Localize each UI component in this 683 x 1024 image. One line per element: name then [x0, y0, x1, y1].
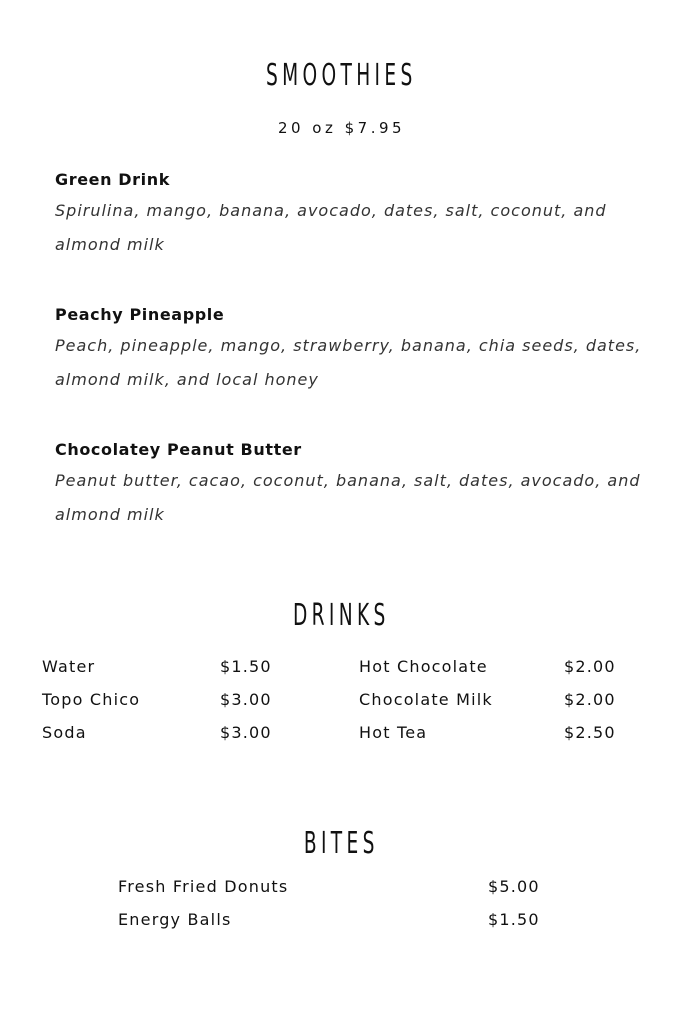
drink-name: Hot Chocolate	[359, 657, 488, 676]
drink-name: Topo Chico	[42, 690, 141, 709]
smoothie-item	[55, 305, 655, 397]
smoothies-title: SMOOTHIES	[266, 58, 417, 93]
drink-name: Water	[42, 657, 96, 676]
smoothie-description: Peanut butter, cacao, coconut, banana, salt, dates, avocado, and almond milk	[55, 471, 641, 524]
drink-name: Soda	[42, 723, 87, 742]
drink-price: $3.00	[220, 690, 272, 709]
smoothie-name: Chocolatey Peanut Butter	[55, 440, 302, 459]
drink-price: $3.00	[220, 723, 272, 742]
drinks-title: DRINKS	[292, 598, 390, 633]
bite-name: Energy Balls	[118, 910, 232, 929]
drink-price: $1.50	[220, 657, 272, 676]
bites-title: BITES	[303, 826, 379, 861]
bite-name: Fresh Fried Donuts	[118, 877, 289, 896]
smoothie-name: Peachy Pineapple	[55, 305, 225, 324]
drink-price: $2.00	[564, 657, 616, 676]
bite-price: $1.50	[488, 910, 540, 929]
drink-name: Hot Tea	[359, 723, 428, 742]
smoothie-description: Peach, pineapple, mango, strawberry, banana, chia seeds, dates, almond milk, and local honey	[55, 336, 642, 389]
drink-name: Chocolate Milk	[359, 690, 493, 709]
bite-price: $5.00	[488, 877, 540, 896]
smoothie-description: Spirulina, mango, banana, avocado, dates, salt, coconut, and almond milk	[55, 201, 607, 254]
smoothie-name: Green Drink	[55, 170, 170, 189]
smoothie-item	[55, 440, 655, 532]
smoothies-size-price: 20 oz $7.95	[277, 119, 406, 137]
drink-price: $2.50	[564, 723, 616, 742]
smoothie-item	[55, 170, 655, 262]
drink-price: $2.00	[564, 690, 616, 709]
